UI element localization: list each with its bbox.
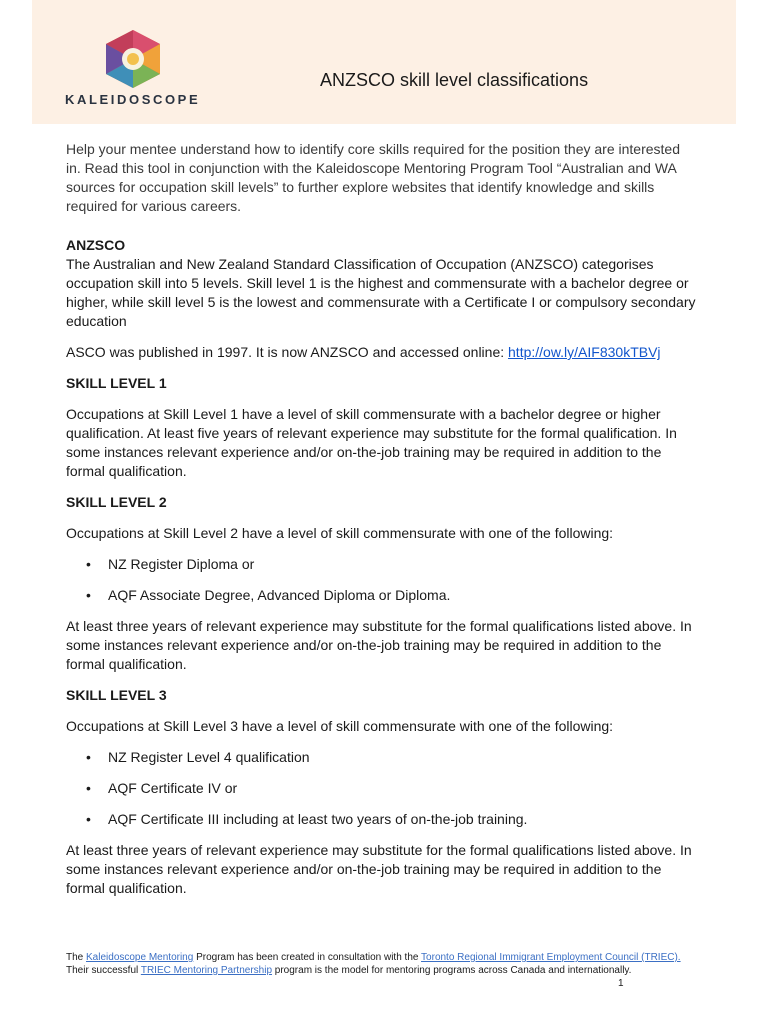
footer-text: program is the model for mentoring programs across Canada and internationally. [272, 965, 632, 976]
list-item: • AQF Certificate IV or [66, 779, 696, 798]
intro-paragraph: Help your mentee understand how to identify core skills required for the position they are interested in. Read this tool in conjunction with the Kaleidoscope Mentoring Program Tool “Australian and WA sources for occupation skill levels” to further explore websites that identify knowledge and skills required for various careers. [66, 141, 681, 214]
header-band [32, 0, 736, 124]
skill-level-3-outro: At least three years of relevant experience may substitute for the formal qualifications listed above. In some instances relevant experience and/or on-the-job training may be required in addition to the formal qualification. [66, 842, 692, 896]
skill-level-1-paragraph: Occupations at Skill Level 1 have a level of skill commensurate with a bachelor degree or higher qualification. At least five years of relevant experience may substitute for the formal qualification. In some instances relevant experience and/or on-the-job training may be required in addition to the formal qualification. [66, 406, 677, 479]
triec-mentoring-partnership-link[interactable]: TRIEC Mentoring Partnership [140, 965, 273, 976]
list-item: • AQF Associate Degree, Advanced Diploma or Diploma. [66, 586, 696, 605]
list-item: • NZ Register Level 4 qualification [66, 748, 696, 767]
skill-level-3-heading: SKILL LEVEL 3 [66, 687, 167, 703]
list-item: • AQF Certificate III including at least two years of on-the-job training. [66, 810, 696, 829]
anzsco-heading: ANZSCO [66, 237, 126, 253]
skill-level-1-heading: SKILL LEVEL 1 [66, 375, 167, 391]
asco-paragraph [66, 343, 696, 362]
skill-level-3-list [66, 748, 696, 829]
document-body [66, 140, 696, 898]
footer-text: Program has been created in consultation with the [193, 952, 422, 963]
list-item: • NZ Register Diploma or [66, 555, 696, 574]
anzsco-link[interactable]: http://ow.ly/AIF830kTBVj [508, 344, 661, 360]
footer-text: Their successful [66, 965, 141, 976]
kaleidoscope-mentoring-link[interactable]: Kaleidoscope Mentoring [86, 952, 194, 963]
kaleidoscope-logo-icon [102, 30, 164, 88]
brand-logo-text: KALEIDOSCOPE [65, 92, 201, 107]
footer-note [66, 951, 682, 977]
anzsco-paragraph: The Australian and New Zealand Standard Classification of Occupation (ANZSCO) categorises occupation skill into 5 levels. Skill level 1 is the highest and commensurate with a bachelor degree or higher, while skill level 5 is the lowest and commensurate with a Certificate I or compulsory secondary education [66, 256, 696, 329]
page-number: 1 [618, 978, 624, 989]
asco-text: ASCO was published in 1997. It is now ANZSCO and accessed online: [66, 344, 509, 360]
footer-text: The [66, 952, 87, 963]
skill-level-3-intro: Occupations at Skill Level 3 have a level of skill commensurate with one of the following: [66, 718, 614, 734]
triec-link[interactable]: Toronto Regional Immigrant Employment Council (TRIEC). [421, 952, 681, 963]
skill-level-2-heading: SKILL LEVEL 2 [66, 494, 167, 510]
document-title: ANZSCO skill level classifications [320, 70, 589, 90]
skill-level-2-list [66, 555, 696, 605]
skill-level-2-outro: At least three years of relevant experience may substitute for the formal qualifications listed above. In some instances relevant experience and/or on-the-job training may be required in addition to the formal qualification. [66, 618, 692, 672]
skill-level-2-intro: Occupations at Skill Level 2 have a level of skill commensurate with one of the following: [66, 525, 614, 541]
